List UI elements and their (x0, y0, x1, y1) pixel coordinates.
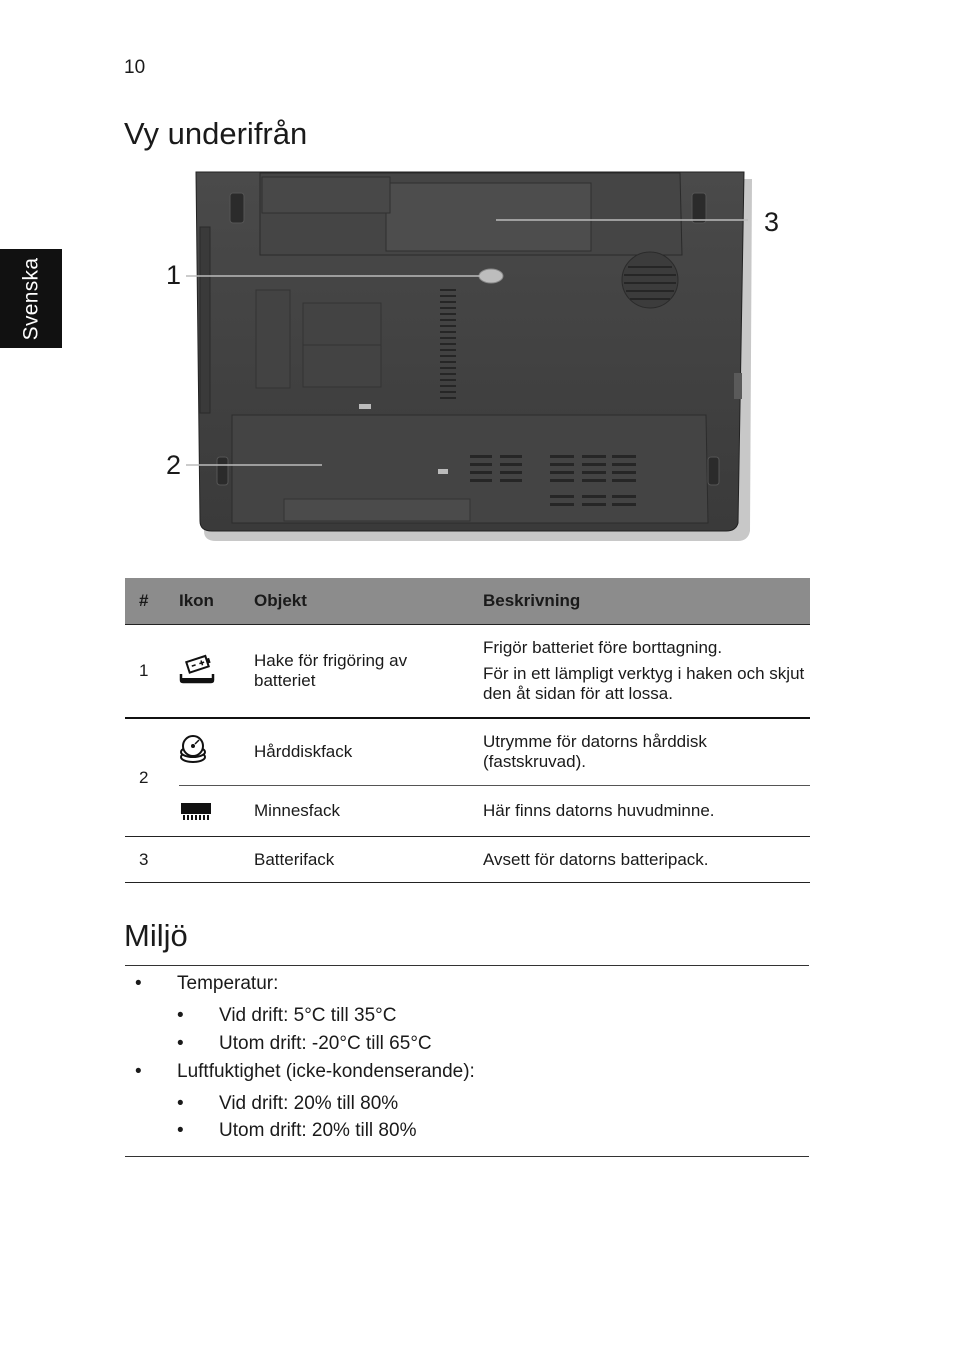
language-tab (0, 249, 62, 348)
row-description: Utrymme för datorns hårddisk (fastskruvad). (483, 732, 707, 771)
table-row (125, 837, 810, 883)
divider (125, 1156, 809, 1157)
table-row (125, 786, 810, 837)
battery-release-latch-icon (179, 654, 215, 684)
callout-2: 2 (166, 450, 182, 480)
temperature-label: Temperatur: (177, 973, 279, 994)
humidity-label: Luftfuktighet (icke-kondenserande): (177, 1061, 475, 1082)
laptop-bottom-image (150, 165, 800, 555)
callout-3: 3 (764, 207, 780, 237)
memory-icon (179, 794, 215, 824)
humidity-operating: Vid drift: 20% till 80% (219, 1093, 399, 1114)
row-number: 3 (125, 837, 179, 883)
header-number: # (125, 578, 179, 625)
row-item: Batterifack (254, 837, 483, 883)
temperature-non-operating: Utom drift: -20°C till 65°C (219, 1033, 432, 1054)
row-item: Minnesfack (254, 786, 483, 837)
header-item: Objekt (254, 578, 483, 625)
section-title-environment: Miljö (124, 918, 188, 953)
section-title-bottom-view: Vy underifrån (124, 116, 308, 151)
row-description: Här finns datorns huvudminne. (483, 801, 715, 820)
row-number: 2 (125, 718, 179, 837)
divider (125, 965, 809, 966)
callout-1: 1 (166, 260, 182, 290)
components-table (125, 578, 810, 883)
row-description: Avsett för datorns batteripack. (483, 849, 709, 869)
row-description: För in ett lämpligt verktyg i haken och skjut den åt sidan för att lossa. (483, 664, 805, 703)
table-row (125, 718, 810, 786)
row-number: 1 (125, 625, 179, 719)
row-item: Hårddiskfack (254, 718, 483, 786)
temperature-operating: Vid drift: 5°C till 35°C (219, 1005, 397, 1026)
laptop-bottom-illustration (150, 165, 800, 555)
humidity-non-operating: Utom drift: 20% till 80% (219, 1120, 417, 1141)
row-description: Frigör batteriet före borttagning. (483, 638, 723, 657)
table-header-row (125, 578, 810, 625)
table-row (125, 625, 810, 719)
row-item: Hake för frigöring av batteriet (254, 625, 483, 719)
header-description: Beskrivning (483, 578, 810, 625)
page-number: 10 (124, 57, 146, 78)
language-tab-label: Svenska (19, 257, 42, 340)
header-icon: Ikon (179, 578, 254, 625)
hard-disk-icon (179, 735, 215, 765)
